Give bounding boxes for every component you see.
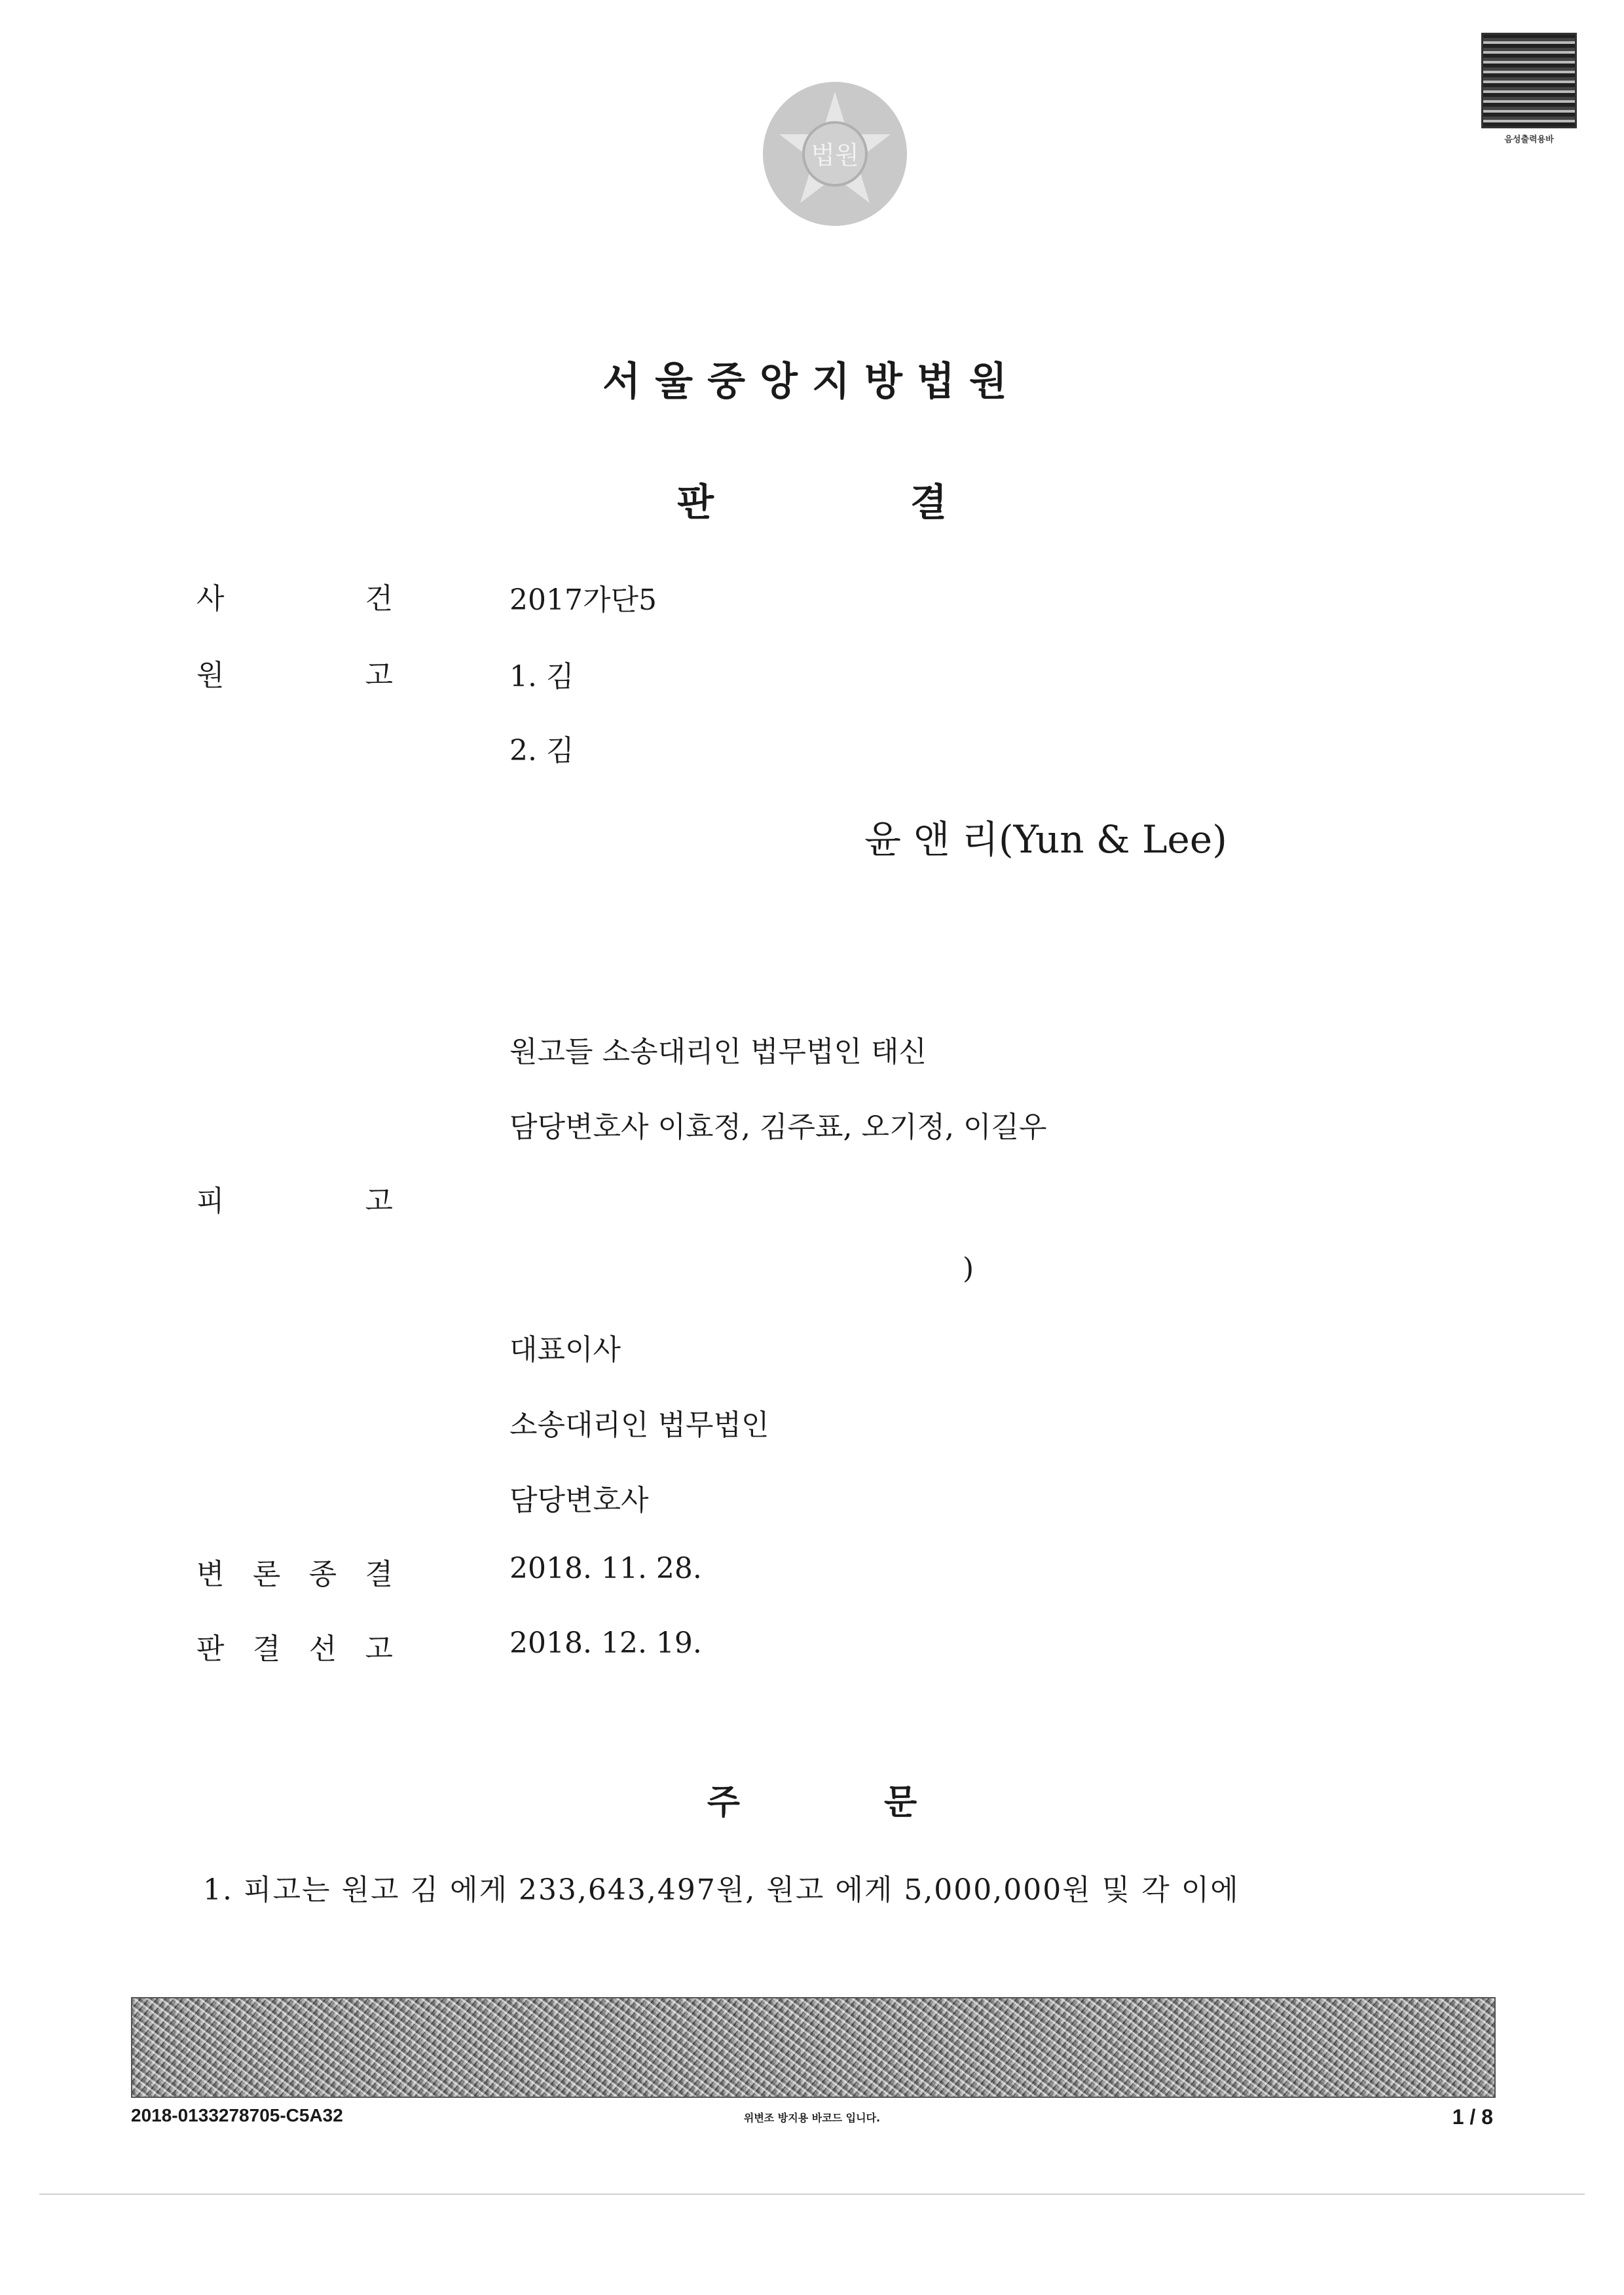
- defendant-address-tail: ): [963, 1252, 974, 1285]
- court-name: 서울중앙지방법원: [602, 359, 1022, 405]
- plaintiff-2: 2. 김: [509, 734, 574, 767]
- defendant-representative: 대표이사: [509, 1333, 621, 1367]
- document-title-char: 결: [910, 480, 948, 524]
- document-title-char: 판: [676, 480, 714, 524]
- ruling-date: 2018. 12. 19.: [509, 1626, 702, 1660]
- defendant-label: 피 고: [196, 1184, 393, 1218]
- closing-date: 2018. 11. 28.: [509, 1552, 702, 1585]
- plaintiff-attorneys: 담당변호사 이효정, 김주표, 오기정, 이길우: [509, 1111, 1047, 1144]
- closing-date-label: 변 론 종 결: [196, 1558, 393, 1591]
- qr-caption: 음성출력용바: [1504, 135, 1554, 145]
- document-title: [0, 471, 1624, 526]
- court-seal-icon: [753, 72, 917, 236]
- section-heading: 주 문: [707, 1783, 917, 1822]
- plaintiff-label: 원 고: [196, 659, 393, 692]
- qr-code-icon: [1481, 33, 1577, 128]
- page-number: 1 / 8: [1452, 2105, 1493, 2129]
- document-id: 2018-0133278705-C5A32: [131, 2105, 343, 2125]
- plaintiff-counsel: 원고들 소송대리인 법무법인 태신: [509, 1035, 927, 1069]
- barcode-note: 위변조 방지용 바코드 입니다.: [743, 2112, 881, 2124]
- ruling-date-label: 판 결 선 고: [196, 1632, 393, 1666]
- order-paragraph: 1. 피고는 원고 김 에게 233,643,497원, 원고 에게 5,000,000원 및 각 이에: [203, 1873, 1240, 1907]
- case-label: 사 건: [196, 582, 393, 615]
- svg-text:법원: 법원: [811, 141, 859, 170]
- defendant-attorney: 담당변호사: [509, 1484, 649, 1517]
- defendant-counsel: 소송대리인 법무법인: [509, 1408, 769, 1442]
- case-number: 2017가단5: [509, 583, 657, 617]
- bottom-divider: [39, 2194, 1585, 2195]
- law-firm-fragment: 윤 앤 리(Yun & Lee): [864, 817, 1227, 862]
- qr-code: [1481, 33, 1577, 144]
- plaintiff-1: 1. 김: [509, 660, 574, 693]
- anti-forgery-barcode: [131, 1997, 1496, 2098]
